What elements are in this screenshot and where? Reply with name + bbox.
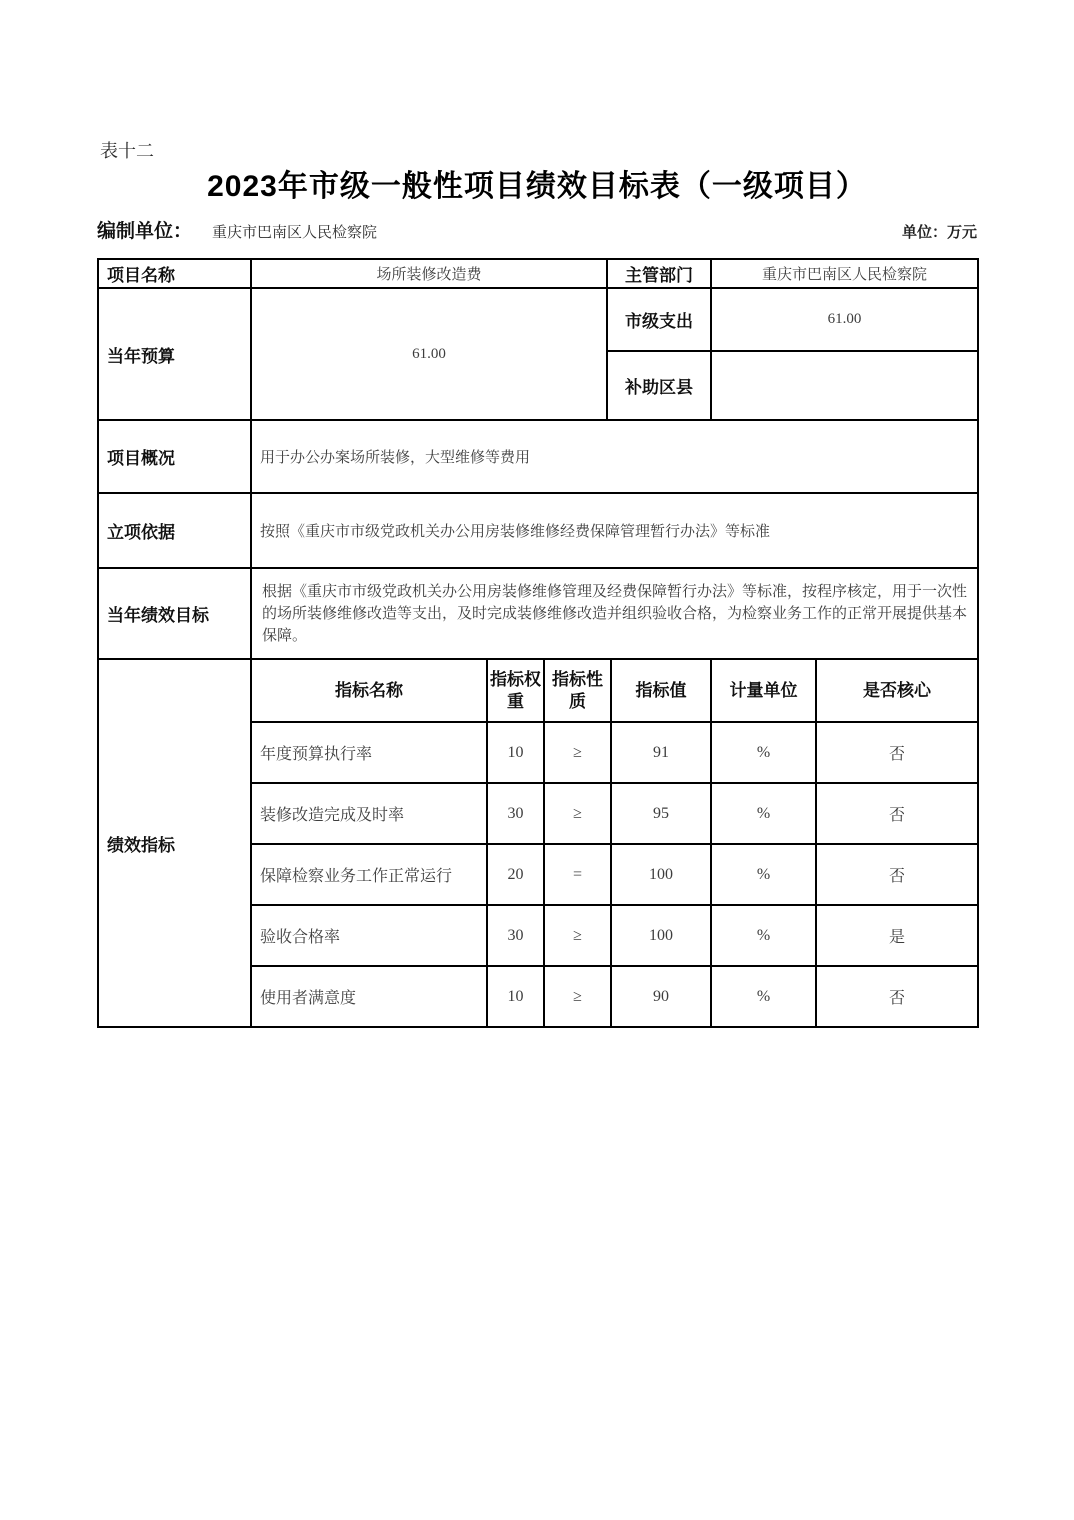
indicators-section-label: 绩效指标	[98, 660, 251, 1027]
table-number: 表十二	[100, 141, 154, 161]
indicator-nature: ≥	[544, 783, 611, 844]
meta-row	[97, 216, 977, 243]
unit-label: 单位：万元	[901, 225, 977, 241]
indicator-weight: 20	[487, 844, 544, 905]
indicator-nature: ≥	[544, 905, 611, 966]
indicator-name: 装修改造完成及时率	[251, 783, 487, 844]
goal-label: 当年绩效目标	[98, 568, 251, 659]
indicator-value: 91	[611, 722, 711, 783]
project-name-label: 项目名称	[98, 259, 251, 288]
indicator-weight: 10	[487, 966, 544, 1027]
overview-label: 项目概况	[98, 420, 251, 493]
indicator-unit: %	[711, 722, 816, 783]
indicator-value: 100	[611, 905, 711, 966]
project-name-value: 场所装修改造费	[251, 259, 607, 288]
column-header-indicator-name: 指标名称	[251, 660, 487, 722]
indicator-name: 保障检察业务工作正常运行	[251, 844, 487, 905]
subsidy-value	[711, 351, 978, 420]
budget-value: 61.00	[251, 288, 607, 420]
goal-value: 根据《重庆市市级党政机关办公用房装修维修管理及经费保障暂行办法》等标准，按程序核定，用于一次性的场所装修维修改造等支出，及时完成装修维修改造并组织验收合格，为检察业务工作的正常开展提供基本保障。	[251, 568, 978, 659]
overview-value: 用于办公办案场所装修，大型维修等费用	[251, 420, 978, 493]
column-header-indicator-nature: 指标性质	[544, 660, 611, 722]
basis-value: 按照《重庆市市级党政机关办公用房装修维修经费保障管理暂行办法》等标准	[251, 493, 978, 568]
city-expense-label: 市级支出	[607, 288, 711, 351]
indicator-name: 年度预算执行率	[251, 722, 487, 783]
indicator-weight: 10	[487, 722, 544, 783]
dept-value: 重庆市巴南区人民检察院	[711, 259, 978, 288]
indicator-nature: ≥	[544, 722, 611, 783]
indicator-unit: %	[711, 905, 816, 966]
column-header-unit: 计量单位	[711, 660, 816, 722]
indicators-header-row	[98, 660, 978, 722]
table-row	[98, 420, 978, 493]
indicator-is-core: 否	[816, 722, 978, 783]
subsidy-label: 补助区县	[607, 351, 711, 420]
dept-label: 主管部门	[607, 259, 711, 288]
column-header-indicator-weight: 指标权重	[487, 660, 544, 722]
basis-label: 立项依据	[98, 493, 251, 568]
table-row	[98, 259, 978, 288]
indicator-is-core: 否	[816, 966, 978, 1027]
table-row	[98, 493, 978, 568]
table-row	[98, 288, 978, 351]
indicator-is-core: 否	[816, 844, 978, 905]
indicator-unit: %	[711, 966, 816, 1027]
table-row	[98, 568, 978, 659]
indicator-name: 验收合格率	[251, 905, 487, 966]
indicator-is-core: 是	[816, 905, 978, 966]
indicator-weight: 30	[487, 905, 544, 966]
indicator-unit: %	[711, 783, 816, 844]
indicator-weight: 30	[487, 783, 544, 844]
prepared-by-value: 重庆市巴南区人民检察院	[212, 225, 378, 241]
indicator-nature: =	[544, 844, 611, 905]
indicator-value: 100	[611, 844, 711, 905]
indicators-table	[97, 660, 979, 1028]
page-title: 2023年市级一般性项目绩效目标表（一级项目）	[207, 170, 867, 203]
indicator-value: 90	[611, 966, 711, 1027]
indicator-nature: ≥	[544, 966, 611, 1027]
column-header-is-core: 是否核心	[816, 660, 978, 722]
indicator-name: 使用者满意度	[251, 966, 487, 1027]
prepared-by-label: 编制单位：	[97, 221, 193, 242]
budget-label: 当年预算	[98, 288, 251, 420]
project-info-table	[97, 258, 979, 660]
performance-target-table	[97, 258, 977, 1028]
city-expense-value: 61.00	[711, 288, 978, 351]
indicator-value: 95	[611, 783, 711, 844]
indicator-is-core: 否	[816, 783, 978, 844]
indicator-unit: %	[711, 844, 816, 905]
column-header-indicator-value: 指标值	[611, 660, 711, 722]
